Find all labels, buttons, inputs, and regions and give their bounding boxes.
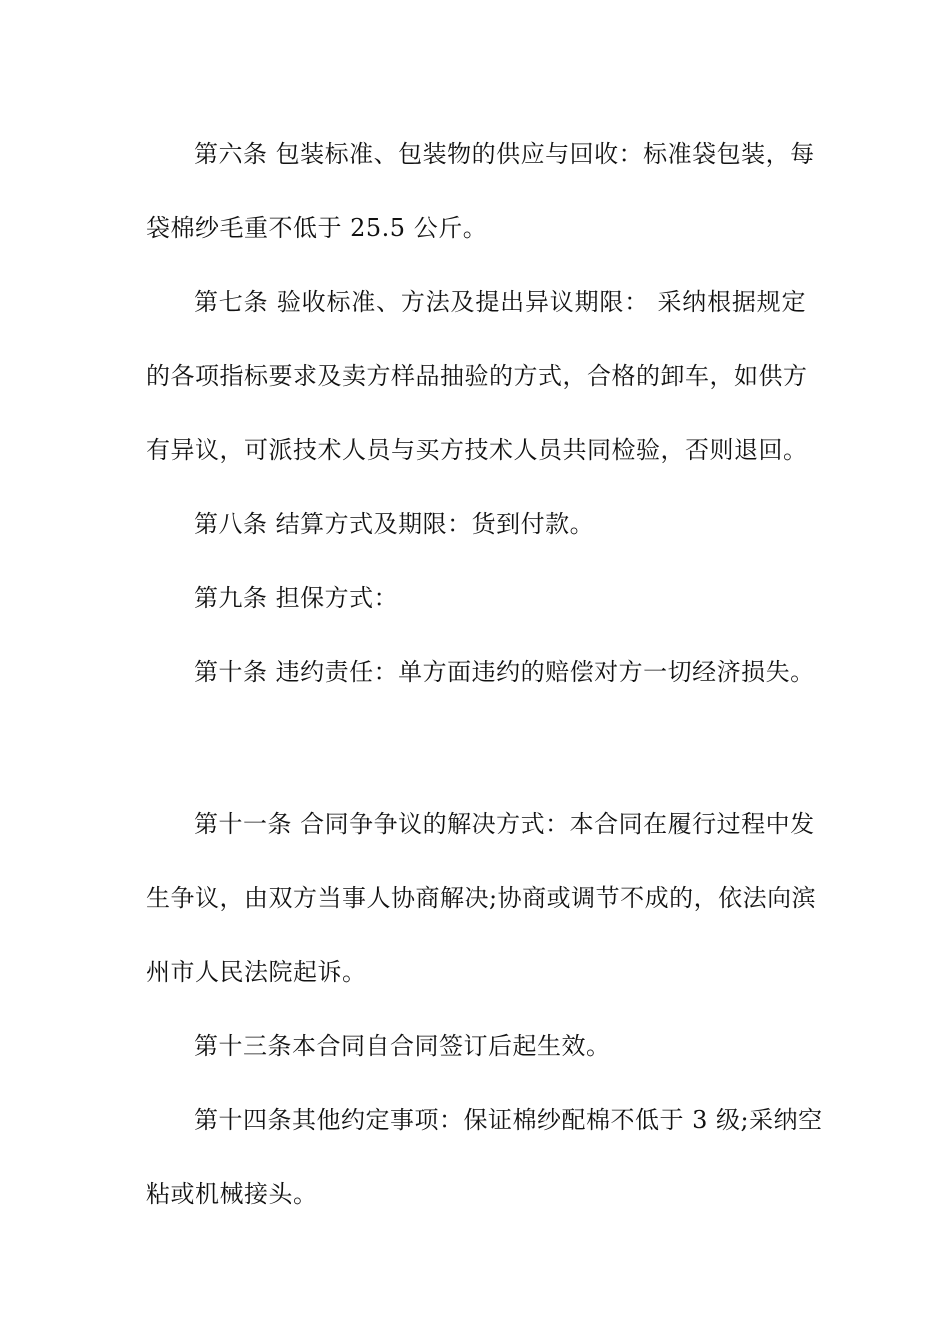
- article-10-line: 第十条 违约责任：单方面违约的赔偿对方一切经济损失。: [194, 658, 815, 686]
- article-9-line: 第九条 担保方式：: [194, 584, 399, 612]
- article-11-line-1: 第十一条 合同争争议的解决方式：本合同在履行过程中发: [194, 810, 815, 838]
- article-14-line-1: 第十四条其他约定事项：保证棉纱配棉不低于 3 级;采纳空: [194, 1106, 823, 1134]
- article-7-line-1: 第七条 验收标准、方法及提出异议期限： 采纳根据规定: [194, 288, 806, 316]
- article-7-line-3: 有异议，可派技术人员与买方技术人员共同检验，否则退回。: [146, 436, 808, 464]
- article-11-line-2: 生争议，由双方当事人协商解决;协商或调节不成的，依法向滨: [146, 884, 817, 912]
- article-8-line: 第八条 结算方式及期限：货到付款。: [194, 510, 595, 538]
- article-7-line-2: 的各项指标要求及卖方样品抽验的方式，合格的卸车，如供方: [146, 362, 808, 390]
- article-11-line-3: 州市人民法院起诉。: [146, 958, 367, 986]
- article-14-line-2: 粘或机械接头。: [146, 1180, 318, 1208]
- article-13-line: 第十三条本合同自合同签订后起生效。: [194, 1032, 611, 1060]
- article-6-line-1: 第六条 包装标准、包装物的供应与回收：标准袋包装，每: [194, 140, 815, 168]
- article-6-line-2: 袋棉纱毛重不低于 25.5 公斤。: [146, 214, 488, 242]
